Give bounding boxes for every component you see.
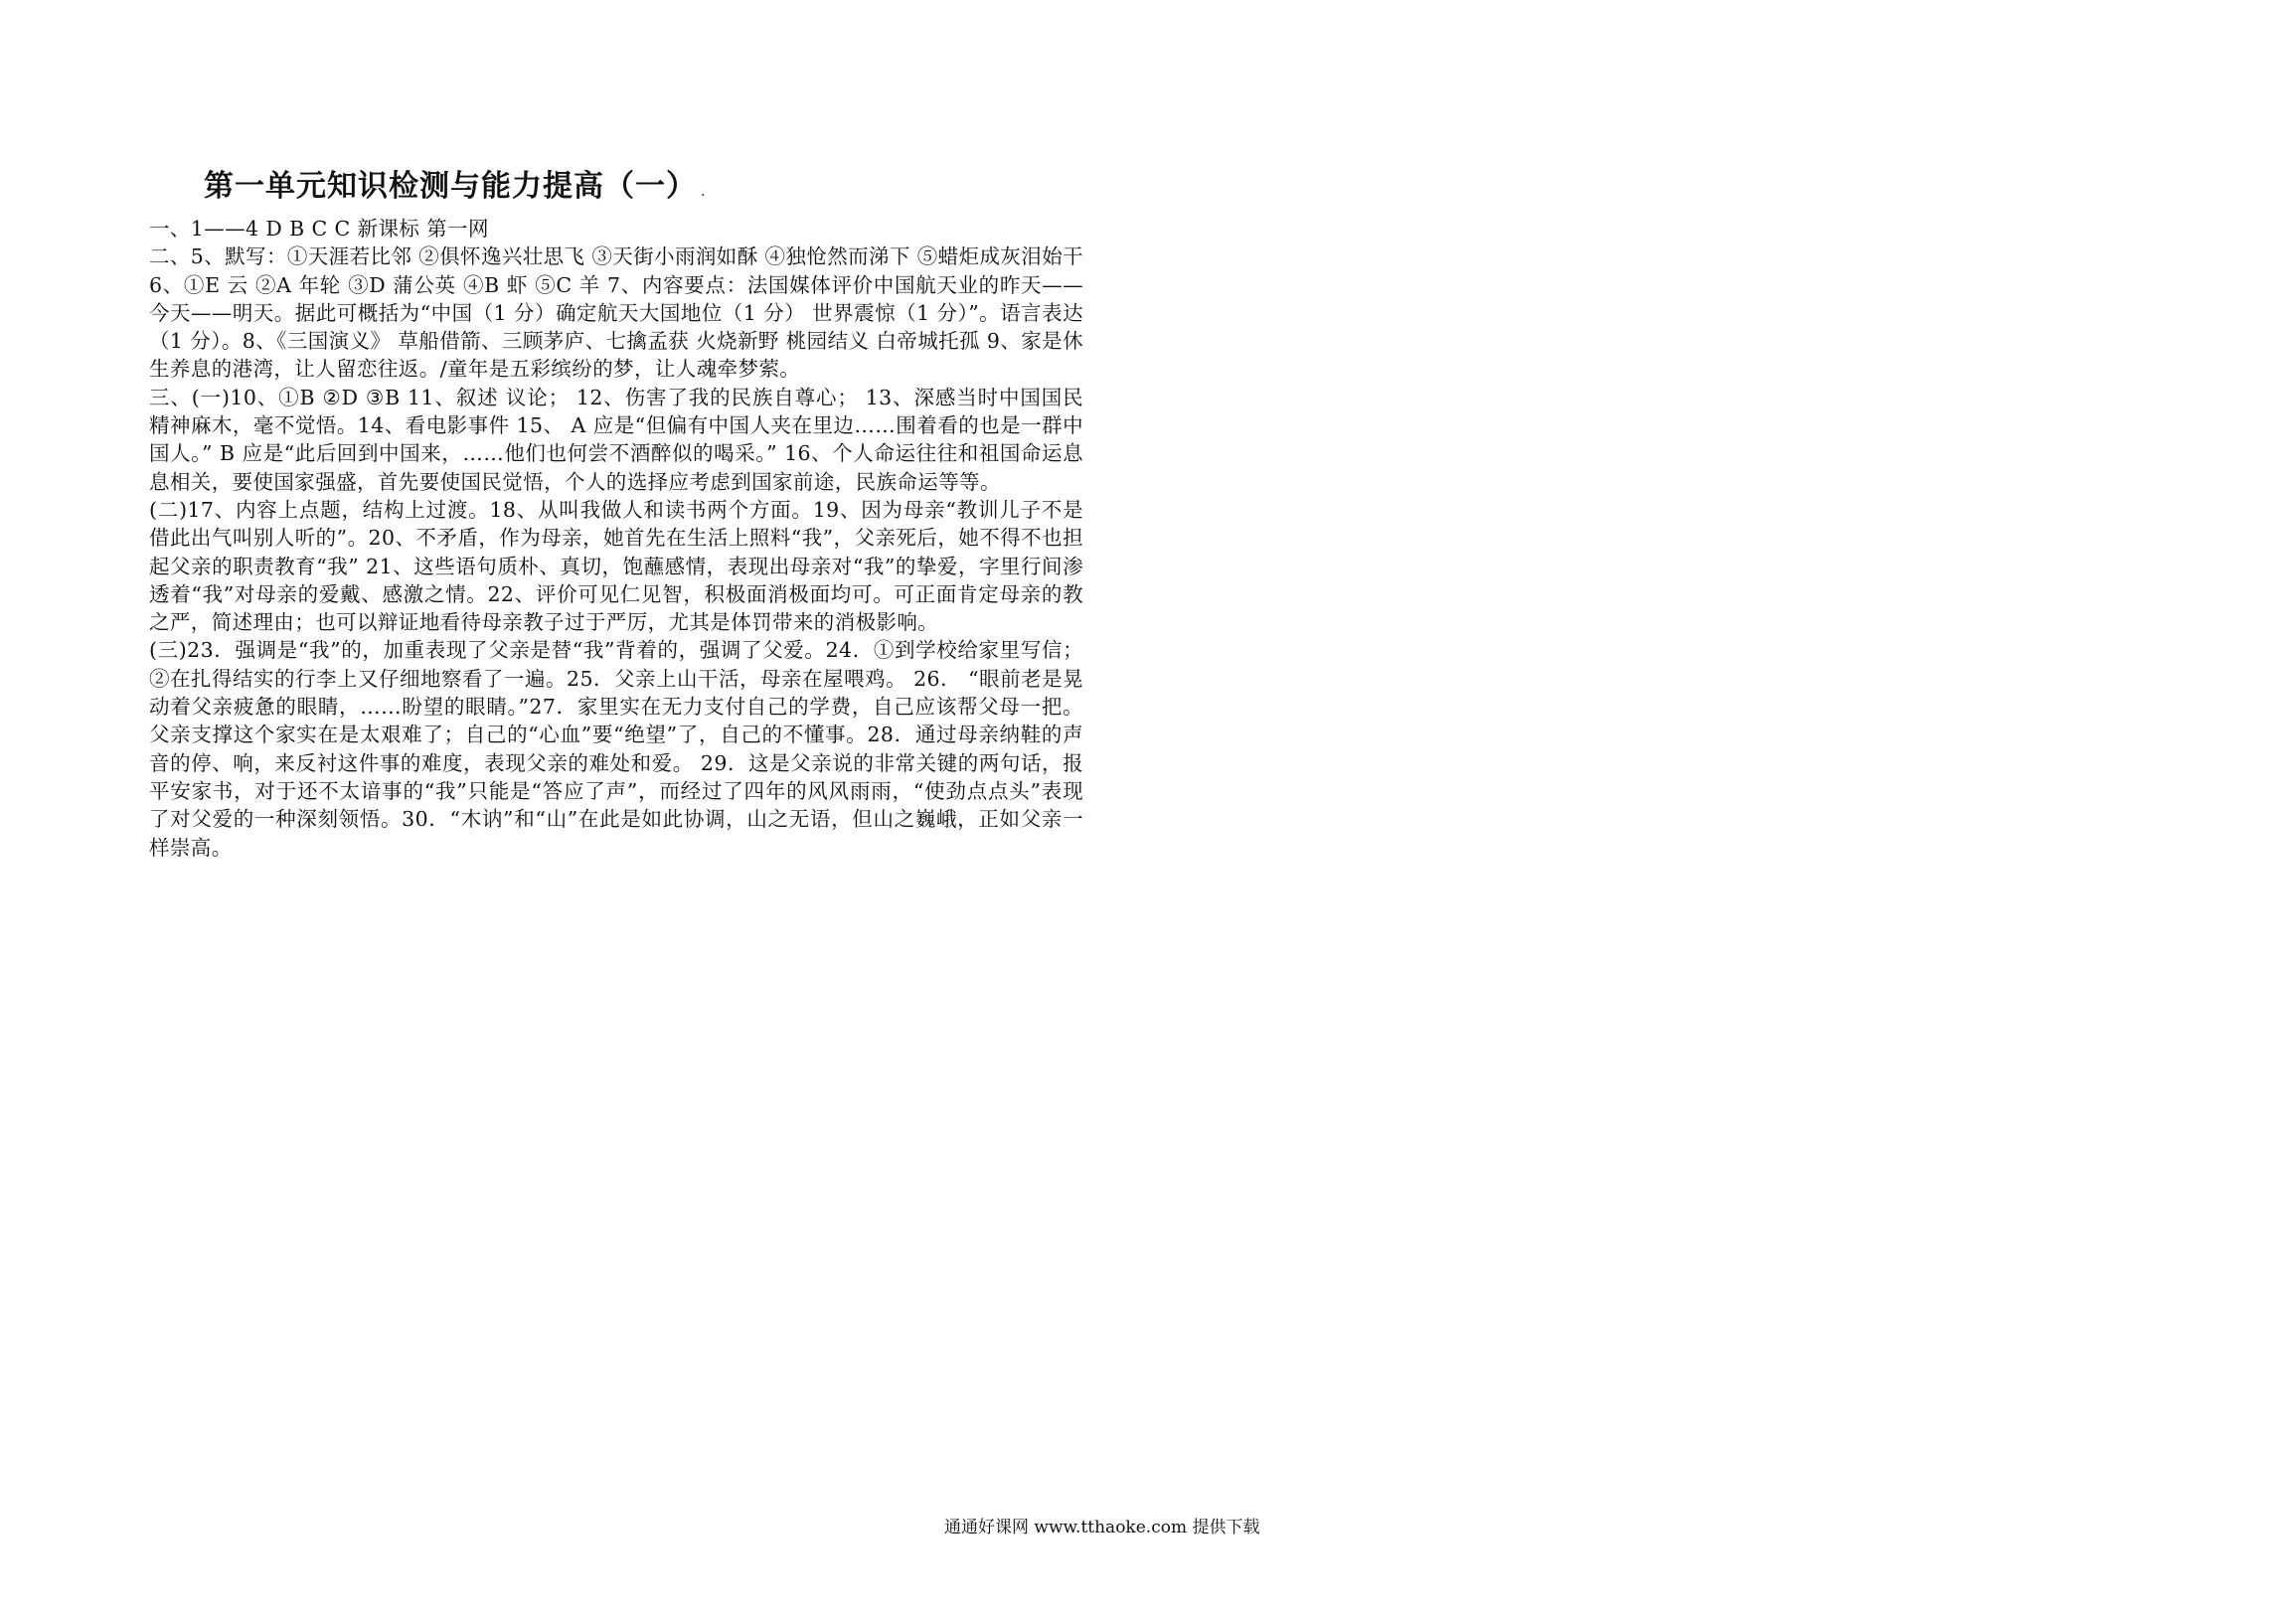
- answer-section-3-part-2: (二)17、内容上点题，结构上过渡。18、从叫我做人和读书两个方面。19、因为母亲“教训儿子不是借此出气叫别人听的”。20、不矛盾，作为母亲，她首先在生活上照料“我”，父亲死后，她不得不也担起父亲的职责教育“我” 21、这些语句质朴、真切，饱蘸感情，表现出母亲对“我”的挚爱，字里行间渗透着“我”对母亲的爱戴、感激之情。22、评价可见仁见智，积极面消极面均可。可正面肯定母亲的教之严，简述理由；也可以辩证地看待母亲教子过于严厉，尤其是体罚带来的消极影响。: [149, 497, 1083, 635]
- answer-section-3-part-3: (三)23．强调是“我”的，加重表现了父亲是替“我”背着的，强调了父爱。24．①到学校给家里写信；②在扎得结实的行李上又仔细地察看了一遍。25．父亲上山干活，母亲在屋喂鸡。 26． “眼前老是晃动着父亲疲惫的眼睛，……盼望的眼睛。”27．家里实在无力支付自己的学费，自己应该帮父母一把。 父亲支撑这个家实在是太艰难了；自己的“心血”要“绝望”了，自己的不懂事。28．通过母亲纳鞋的声音的停、响，来反衬这件事的难度，表现父亲的难处和爱。 29．这是父亲说的非常关键的两句话，报平安家书，对于还不太谙事的“我”只能是“答应了声”，而经过了四年的风风雨雨，“使劲点点头”表现了对父爱的一种深刻领悟。30．“木讷”和“山”在此是如此协调，山之无语，但山之巍峨，正如父亲一样崇高。: [149, 638, 1083, 860]
- answer-section-3-part-1: 三、(一)10、①B ②D ③B 11、叙述 议论； 12、伤害了我的民族自尊心； 13、深感当时中国国民精神麻木，毫不觉悟。14、看电影事件 15、 A 应是“但偏有中国人夹在里边……围着看的也是一群中国人。” B 应是“此后回到中国来，……他们也何尝不酒醉似的喝采。” 16、个人命运往往和祖国命运息息相关，要使国家强盛，首先要使国民觉悟，个人的选择应考虑到国家前途，民族命运等等。: [149, 385, 1083, 494]
- answer-section-1: 一、1——4 D B C C 新课标 第一网: [149, 217, 489, 241]
- answer-content: [149, 215, 1083, 862]
- answer-section-2: 二、5、默写：①天涯若比邻 ②俱怀逸兴壮思飞 ③天街小雨润如酥 ④独怆然而涕下 ⑤蜡炬成灰泪始干 6、①E 云 ②A 年轮 ③D 蒲公英 ④B 虾 ⑤C 羊 7、内容要点：法国媒体评价中国航天业的昨天——今天——明天。据此可概括为“中国（1 分）确定航天大国地位（1 分） 世界震惊（1 分）”。语言表达（1 分）。8、《三国演义》 草船借箭、三顾茅庐、七擒孟获 火烧新野 桃园结义 白帝城托孤 9、家是休生养息的港湾，让人留恋往返。/童年是五彩缤纷的梦，让人魂牵梦萦。: [149, 244, 1083, 382]
- page-footer: 通通好课网 www.tthaoke.com 提供下载: [944, 1518, 1260, 1537]
- document-title: [204, 161, 706, 205]
- title-mark: .: [701, 184, 707, 200]
- document-title-text: 第一单元知识检测与能力提高（一）: [204, 169, 697, 204]
